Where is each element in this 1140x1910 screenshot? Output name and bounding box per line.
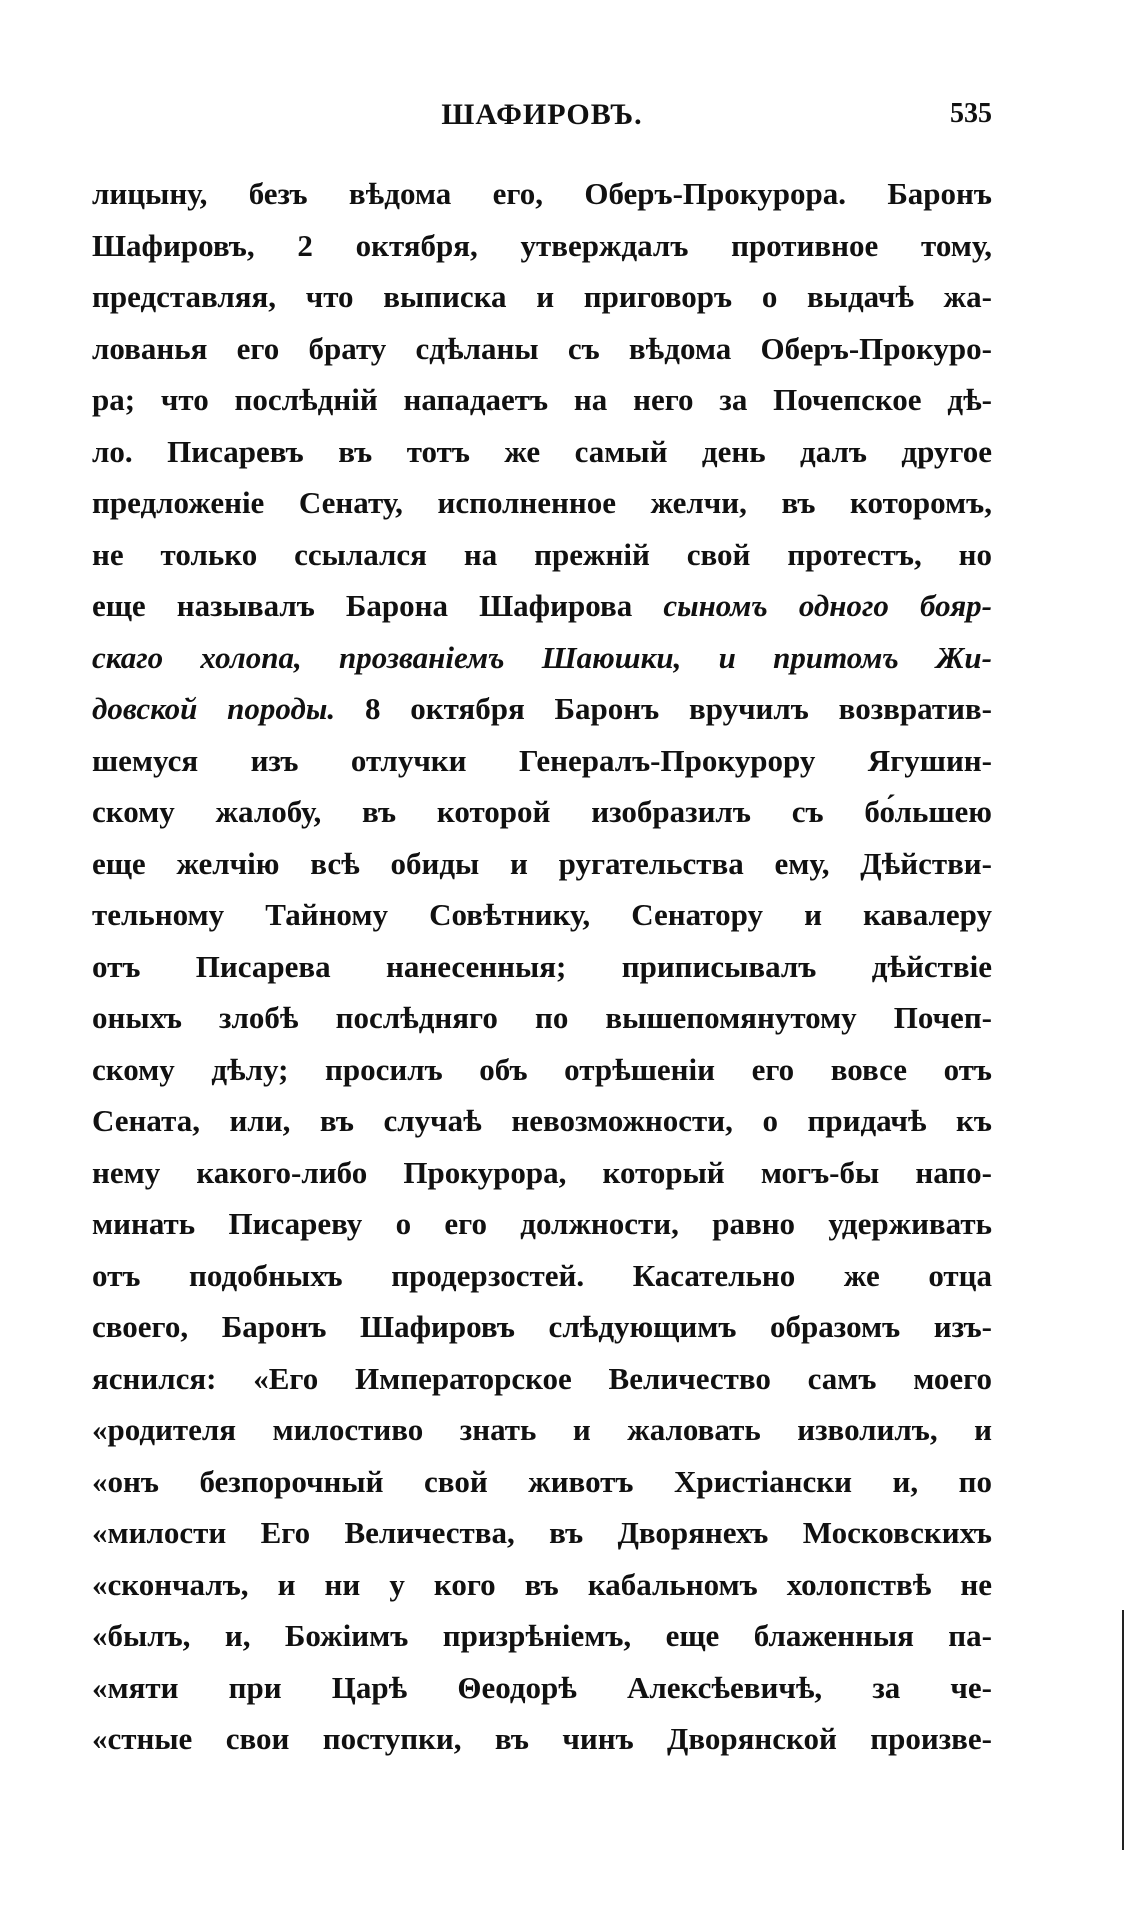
text-line: шемуся изъ отлучки Генералъ-Прокурору Ягушин- [92, 742, 992, 778]
text-line: тельному Тайному Совѣтнику, Сенатору и кавалеру [92, 897, 992, 932]
text-line [92, 632, 992, 684]
italic-phrase: довской породы. [92, 691, 336, 726]
running-head: ШАФИРОВЪ. [441, 98, 643, 131]
text-line: ра; что послѣдній нападаетъ на него за Почепское дѣ- [92, 382, 992, 417]
text-line: Сената, или, въ случаѣ невозможности, о придачѣ къ [92, 1103, 992, 1138]
text-line: отъ подобныхъ продерзостей. Касательно же отца [92, 1257, 992, 1293]
body-text [92, 168, 992, 1765]
text-line: «скончалъ, и ни у кого въ кабальномъ холопствѣ не [92, 1566, 992, 1602]
text-line: «онъ безпорочный свой животъ Христіански и, по [92, 1463, 992, 1499]
text-line: «родителя милостиво знать и жаловать изволилъ, и [92, 1412, 992, 1447]
italic-phrase: сыномъ одного бояр- [663, 588, 992, 623]
page-number: 535 [950, 98, 992, 129]
text-line: предложеніе Сенату, исполненное желчи, въ которомъ, [92, 485, 992, 520]
text-line: нему какого-либо Прокурора, который могъ-бы напо- [92, 1154, 992, 1190]
text-line: скому дѣлу; просилъ объ отрѣшеніи его вовсе отъ [92, 1051, 992, 1087]
text-line: не только ссылался на прежній свой протестъ, но [92, 536, 992, 572]
text-line: «мяти при Царѣ Θеодорѣ Алексѣевичѣ, за че- [92, 1669, 992, 1705]
text-line: представляя, что выписка и приговоръ о выдачѣ жа- [92, 279, 992, 314]
text-line: «милости Его Величества, въ Дворянехъ Московскихъ [92, 1515, 992, 1550]
text-line: Шафировъ, 2 октября, утверждалъ противное тому, [92, 227, 992, 263]
text-line: минать Писареву о его должности, равно удерживать [92, 1206, 992, 1241]
scan-edge-rule [1122, 1610, 1124, 1850]
text-line: ло. Писаревъ въ тотъ же самый день далъ другое [92, 433, 992, 469]
text-line: яснился: «Его Императорское Величество самъ моего [92, 1360, 992, 1396]
text-line: довской породы. 8 октября Баронъ вручилъ возвратив- [92, 691, 992, 726]
text-line: лицыну, безъ вѣдома его, Оберъ-Прокурора. Баронъ [92, 176, 992, 211]
page-header [92, 98, 992, 138]
text-line: оныхъ злобѣ послѣдняго по вышепомянутому Почеп- [92, 1000, 992, 1035]
text-line: своего, Баронъ Шафировъ слѣдующимъ образомъ изъ- [92, 1309, 992, 1344]
text-line: «стные свои поступки, въ чинъ Дворянской произве- [92, 1721, 992, 1756]
text-line: «былъ, и, Божіимъ призрѣніемъ, еще блаженныя па- [92, 1618, 992, 1653]
text-line: еще желчію всѣ обиды и ругательства ему, Дѣйстви- [92, 845, 992, 881]
text-line: отъ Писарева нанесенныя; приписывалъ дѣйствіе [92, 948, 992, 984]
text-line: лованья его брату сдѣланы съ вѣдома Оберъ-Прокуро- [92, 330, 992, 366]
text-line: скому жалобу, въ которой изобразилъ съ бо́льшею [92, 794, 992, 829]
text-line: еще называлъ Барона Шафирова сыномъ одного бояр- [92, 588, 992, 623]
italic-phrase: скаго холопа, прозваніемъ Шаюшки, и притомъ Жи- [92, 639, 992, 675]
